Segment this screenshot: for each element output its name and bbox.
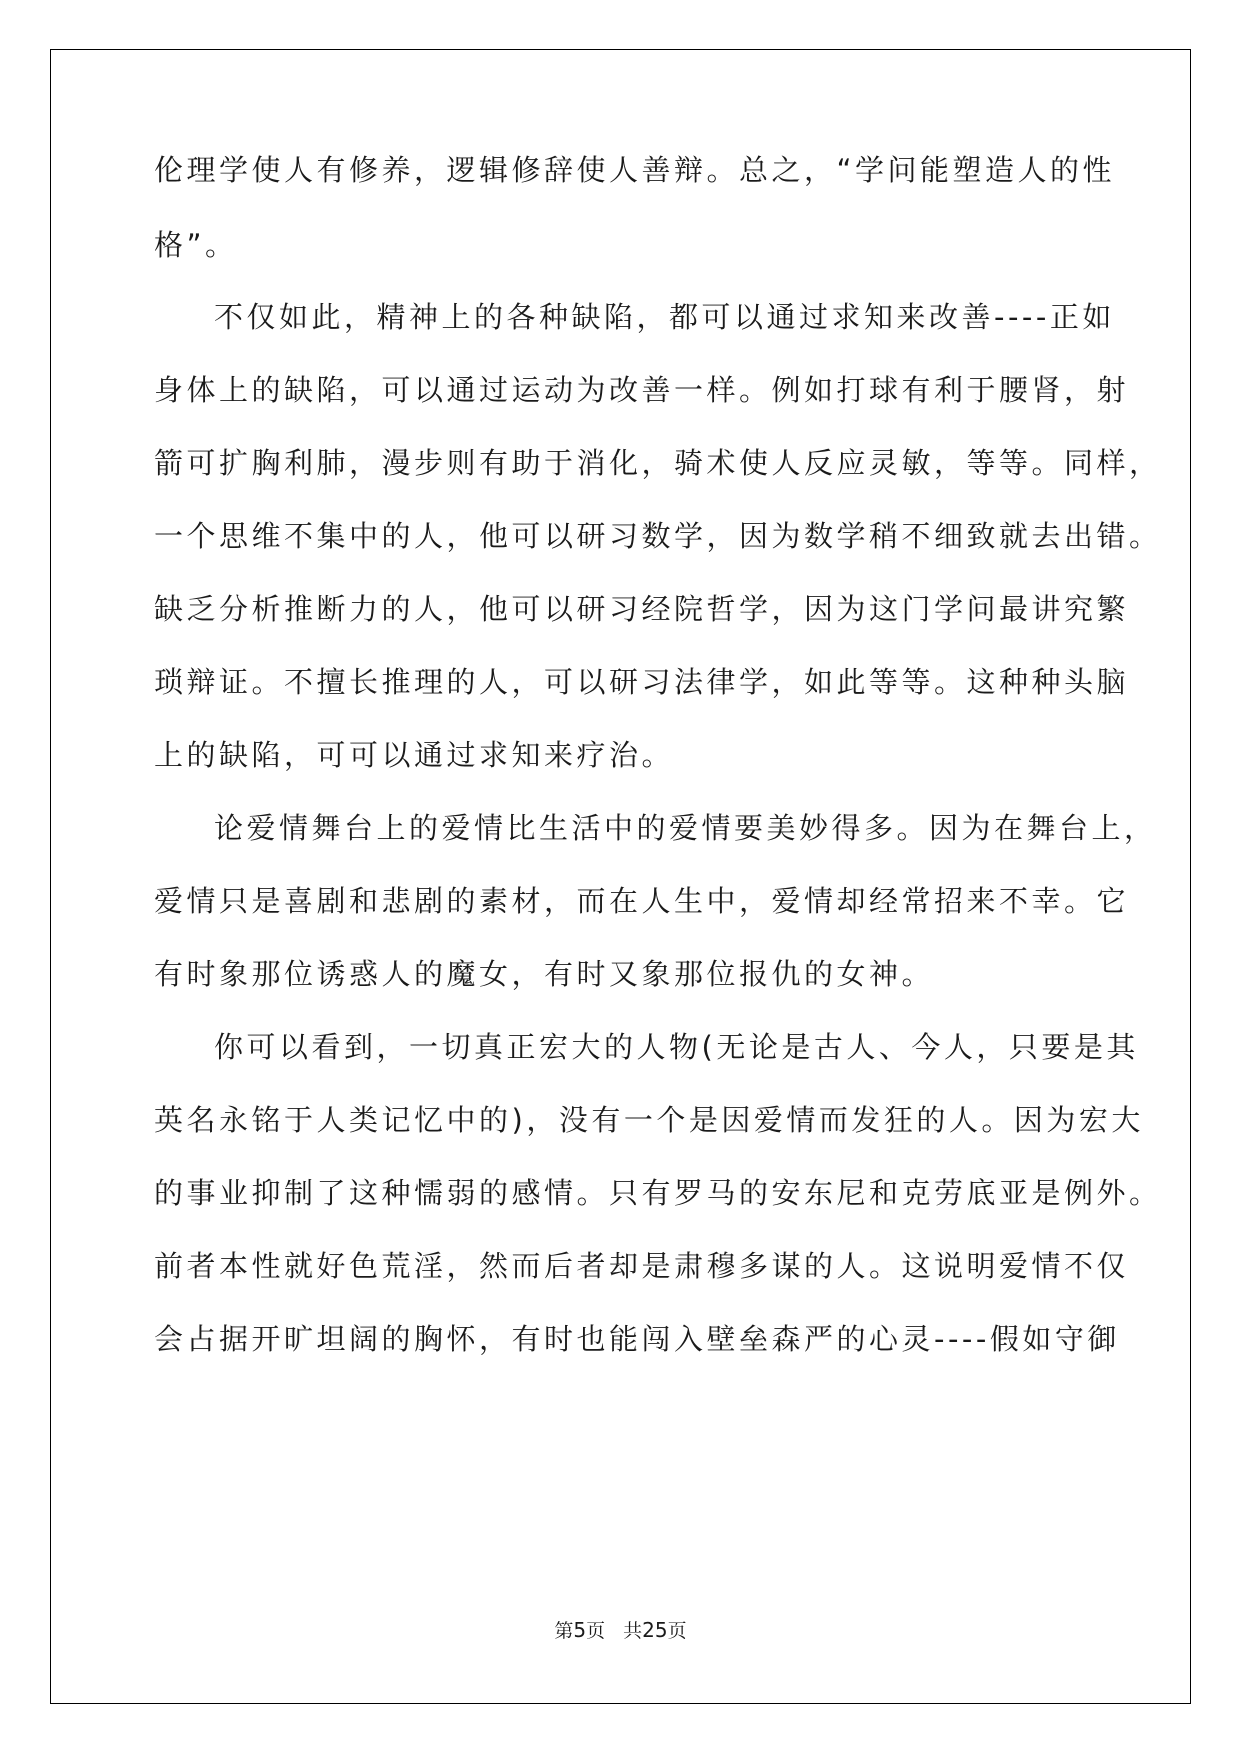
body-line: 前者本性就好色荒淫，然而后者却是肃穆多谋的人。这说明爱情不仅 (154, 1249, 1130, 1283)
page-suffix: 页 (586, 1620, 606, 1642)
body-line: 琐辩证。不擅长推理的人，可以研习法律学，如此等等。这种种头脑 (154, 665, 1130, 699)
body-line: 缺乏分析推断力的人，他可以研习经院哲学，因为这门学问最讲究繁 (154, 592, 1130, 626)
page-prefix: 第 (554, 1620, 574, 1642)
page-number: 5 (573, 1618, 587, 1642)
body-line: 英名永铭于人类记忆中的)，没有一个是因爱情而发狂的人。因为宏大 (154, 1103, 1144, 1137)
body-line: 伦理学使人有修养，逻辑修辞使人善辩。总之，“学问能塑造人的性 (154, 153, 1116, 187)
paragraph-first-line: 论爱情舞台上的爱情比生活中的爱情要美妙得多。因为在舞台上， (214, 811, 1157, 845)
body-line: 格”。 (154, 228, 238, 262)
body-line: 会占据开旷坦阔的胸怀，有时也能闯入壁垒森严的心灵----假如守御 (154, 1322, 1120, 1356)
paragraph-first-line: 不仅如此，精神上的各种缺陷，都可以通过求知来改善----正如 (214, 300, 1115, 334)
body-line: 上的缺陷，可可以通过求知来疗治。 (154, 738, 675, 772)
page-footer (0, 1618, 1241, 1643)
paragraph-first-line: 你可以看到，一切真正宏大的人物(无论是古人、今人，只要是其 (214, 1030, 1139, 1064)
total-suffix: 页 (667, 1620, 687, 1642)
body-line: 箭可扩胸利肺，漫步则有助于消化，骑术使人反应灵敏，等等。同样， (154, 446, 1162, 480)
body-line: 身体上的缺陷，可以通过运动为改善一样。例如打球有利于腰肾，射 (154, 373, 1130, 407)
body-line: 的事业抑制了这种懦弱的感情。只有罗马的安东尼和克劳底亚是例外。 (154, 1176, 1162, 1210)
total-pages: 25 (642, 1618, 668, 1642)
body-line: 爱情只是喜剧和悲剧的素材，而在人生中，爱情却经常招来不幸。它 (154, 884, 1130, 918)
body-line: 一个思维不集中的人，他可以研习数学，因为数学稍不细致就去出错。 (154, 519, 1162, 553)
total-prefix: 共 (623, 1620, 643, 1642)
body-line: 有时象那位诱惑人的魔女，有时又象那位报仇的女神。 (154, 957, 935, 991)
